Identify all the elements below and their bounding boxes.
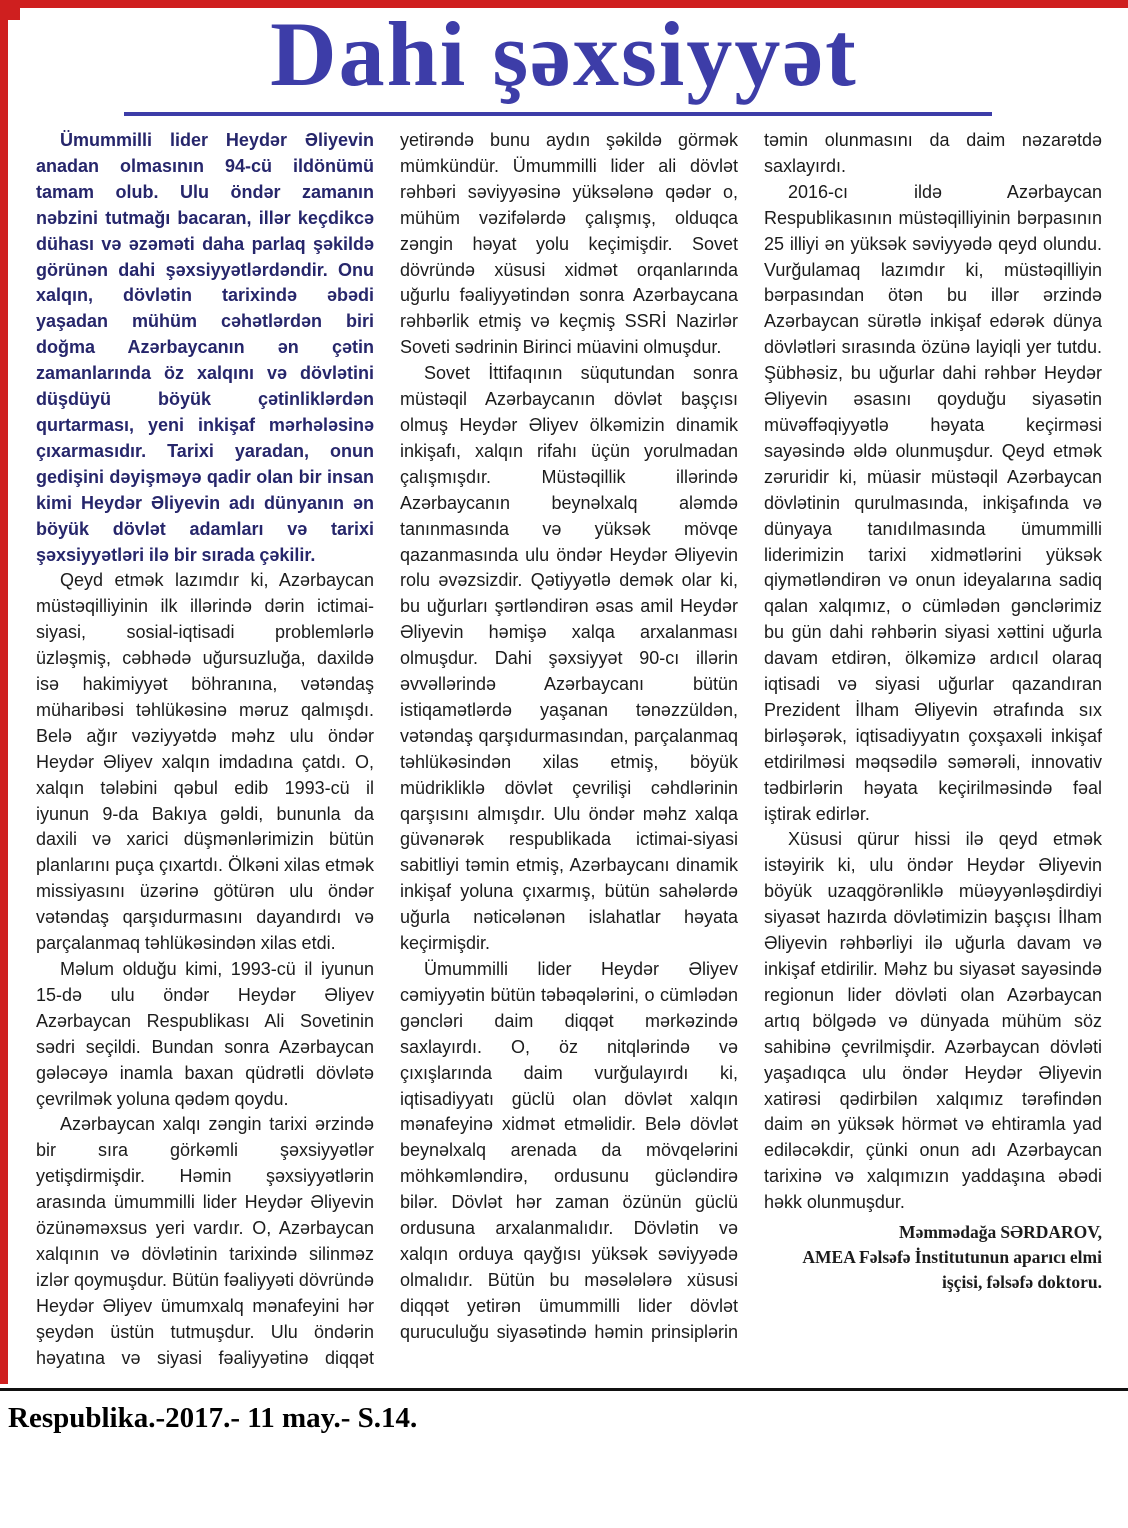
article-body (36, 128, 1102, 1380)
lead-paragraph: Ümummilli lider Heydər Əliyevin anadan olmasının 94-cü ildönümü tamam olub. Ulu öndər zamanın nəbzini tutmağı bacaran, illər keçdikcə dühası və əzəməti daha parlaq şəkildə görünən dahi şəxsiyyətlərdəndir. Onu xalqın, dövlətin tarixində əbədi yaşadan mühüm cəhətlərdən biri doğma Azərbaycanın ən çətin zamanlarında öz xalqını və dövlətini düşdüyü böyük çətinliklərdən qurtarması, yeni inkişaf mərhələsinə çıxarmasıdır. Tarixi yaradan, onun gedişini dəyişməyə qadir olan bir insan kimi Heydər Əliyevin adı dünyanın ən böyük dövlət adamları və tarixi şəxsiyyətləri ilə bir sırada çəkilir. (36, 130, 374, 565)
body-paragraph: Qeyd etmək lazımdır ki, Azərbaycan müstəqilliyinin ilk illərində dərin ictimai-siyasi, sosial-iqtisadi problemlərlə üzləşmiş, cəbhədə uğursuzluğa, daxildə isə hakimiyyət böhranına, vətəndaş müharibəsi təhlükəsinə məruz qalmışdı. Belə ağır vəziyyətdə məhz ulu öndər Heydər Əliyev xalqın imdadına çatdı. O, xalqın tələbini qəbul edib 1993-cü il iyunun 9-da Bakıya gəldi, bununla da daxili və xarici düşmənlərimizin bütün planlarını puça çıxartdı. Ölkəni xilas etmək missiyasını üzərinə götürən ulu öndər vətəndaş qarşıdurmasını dayandırdı və parçalanmaq təhlükəsindən xilas etdi. (36, 570, 374, 954)
body-paragraph: Azərbaycan xalqı zəngin tarixi ərzində bir sıra görkəmli şəxsiyyətlər yetişdirmişdir. Həmin şəxsiyyətlərin arasında ümummilli lider Heydər Əliyevin özünəməxsus yeri vardır. O, Azərbaycan xalqının və dövlətinin tarixində silinməz izlər qoymuşdur. Bütün fəaliyyəti dövründə Heydər Əliyev ümumxalq mənafeyini hər şeydən üstün tutmuşdur. Ulu öndərin həyatına və siyasi fəaliyyətinə diqqət yetirəndə bunu aydın şəkildə görmək mümkündür. Ümummilli lider ali dövlət rəhbəri səviyyəsinə yüksələnə qədər o, mühüm vəzifələrdə çalışmış, olduqca zəngin həyat yolu keçimişdir. Sovet dövründə xüsusi xidmət orqanlarında uğurlu fəaliyyətindən sonra Azərbaycana rəhbərlik etmiş və keçmiş SSRİ Nazirlər Soveti sədrinin Birinci müavini olmuşdur. (36, 130, 738, 1368)
masthead (60, 3, 1068, 105)
author-name: Məmmədağa SƏRDAROV, (899, 1222, 1102, 1243)
body-paragraph: 2016-cı ildə Azərbaycan Respublikasının müstəqilliyinin bərpasının 25 illiyi ən yüksək səviyyədə qeyd olundu. Vurğulamaq lazımdır ki, müstəqilliyin bərpasından ötən bu illər ərzində Azərbaycan sürətlə inkişaf edərək dünya dövlətləri sırasında özünə layiqli yer tutdu. Şübhəsiz, bu uğurlar dahi rəhbər Heydər Əliyevin əsasını qoyduğu siyasətin müvəffəqiyyətlə həyata keçirməsi sayəsində əldə olunmuşdur. Qeyd etmək zəruridir ki, müasir müstəqil Azərbaycan dövlətinin qurulmasında, inkişafında və dünyaya tanıdılmasında ümummilli liderimizin tarixi xidmətlərini yüksək qiymətləndirən və onun ideyalarına sadiq qalan xalqımız, o cümlədən gənclərimiz bu gün dahi rəhbərin siyasi xəttini uğurla davam etdirən, ölkəmizə ardıcıl olaraq iqtisadi və siyasi uğurlar qazandıran Prezident İlham Əliyevin ətrafında sıx birləşərək, iqtisadiyyatın çoxşaxəli inkişaf etdirilməsi məqsədilə səmərəli, innovativ tədbirlərin həyata keçirilməsində fəal iştirak edirlər. (764, 181, 1102, 824)
body-paragraph: Məlum olduğu kimi, 1993-cü il iyunun 15-də ulu öndər Heydər Əliyev Azərbaycan Respublikası Ali Sovetinin sədri seçildi. Bundan sonra Azərbaycan gələcəyə inamla baxan qüdrətli dövlətə çevrilmək yoluna qədəm qoydu. (36, 959, 374, 1109)
article-title: Dahi şəxsiyyət (270, 3, 858, 105)
author-title: AMEA Fəlsəfə İnstitutunun aparıcı elmi işçisi, fəlsəfə doktoru. (802, 1247, 1102, 1293)
source-citation: Respublika.-2017.- 11 may.- S.14. (8, 1402, 418, 1434)
left-red-rule (0, 0, 8, 1384)
footer-separator-rule (0, 1388, 1128, 1391)
title-underline-rule (124, 112, 992, 116)
body-paragraph: Ümummilli lider Heydər Əliyev cəmiyyətin bütün təbəqələrini, o cümlədən gəncləri daim diqqət mərkəzində saxlayırdı. O, öz nitqlərində və çıxışlarında daim vurğulayırdı ki, iqtisadiyyatı güclü olan dövlət xalqın mənafeyinə xidmət etməlidir. Belə dövlət beynəlxalq arenada da mövqelərini möhkəmləndirə, ordusunu gücləndirə bilər. Dövlət hər zaman özünün güclü ordusuna arxalanmalıdır. Dövlətin və xalqın orduya qayğısı yüksək səviyyədə olmalıdır. Bütün bu məsələlərə xüsusi diqqət yetirən ümummilli lider dövlət quruculuğu siyasətində həmin prinsiplərin təmin olunmasını da daim nəzarətdə saxlayırdı. (400, 130, 1102, 1342)
body-paragraph: Xüsusi qürur hissi ilə qeyd etmək istəyirik ki, ulu öndər Heydər Əliyevin böyük uzaqgörənliklə müəyyənləşdirdiyi siyasət hazırda dövlətimizin başçısı İlham Əliyevin rəhbərliyi ilə uğurla davam və inkişaf etdirilir. Məhz bu siyasət sayəsində regionun lider dövləti olan Azərbaycan artıq bölgədə və dünyada mühüm söz sahibinə çevrilmişdir. Azərbaycan dövləti yaşadıqca ulu öndər Heydər Əliyevin xatirəsi qədirbilən xalqımız tərəfindən daim ən yüksək hörmət və ehtiramla yad ediləcəkdir, çünki onun adı Azərbaycan tarixinə və xalqımızın yaddaşına əbədi həkk olunmuşdur. (764, 829, 1102, 1213)
body-paragraph: Sovet İttifaqının süqutundan sonra müstəqil Azərbaycanın dövlət başçısı olmuş Heydər Əliyev ölkəmizin dinamik inkişafı, xalqın rifahı üçün yorulmadan çalışmışdır. Müstəqillik illərində Azərbaycanın beynəlxalq aləmdə tanınmasında və yüksək mövqe qazanmasında ulu öndər Heydər Əliyevin rolu əvəzsizdir. Qətiyyətlə demək olar ki, bu uğurları şərtləndirən əsas amil Heydər Əliyevin həmişə xalqa arxalanması olmuşdur. Dahi şəxsiyyət 90-cı illərin əvvəllərində Azərbaycanı bütün istiqamətlərdə yaşanan tənəzzüldən, vətəndaş qarşıdurmasından, parçalanmaq təhlükəsindən xilas etmiş, böyük müdrikliklə dövlət çevrilişi cəhdlərinin qarşısını almışdır. Ulu öndər məhz xalqa güvənərək respublikada ictimai-siyasi sabitliyi təmin etmiş, Azərbaycanı dinamik inkişaf yoluna çıxarmış, bütün sahələrdə uğurla nəticələnən islahatlar həyata keçirmişdir. (400, 363, 738, 954)
